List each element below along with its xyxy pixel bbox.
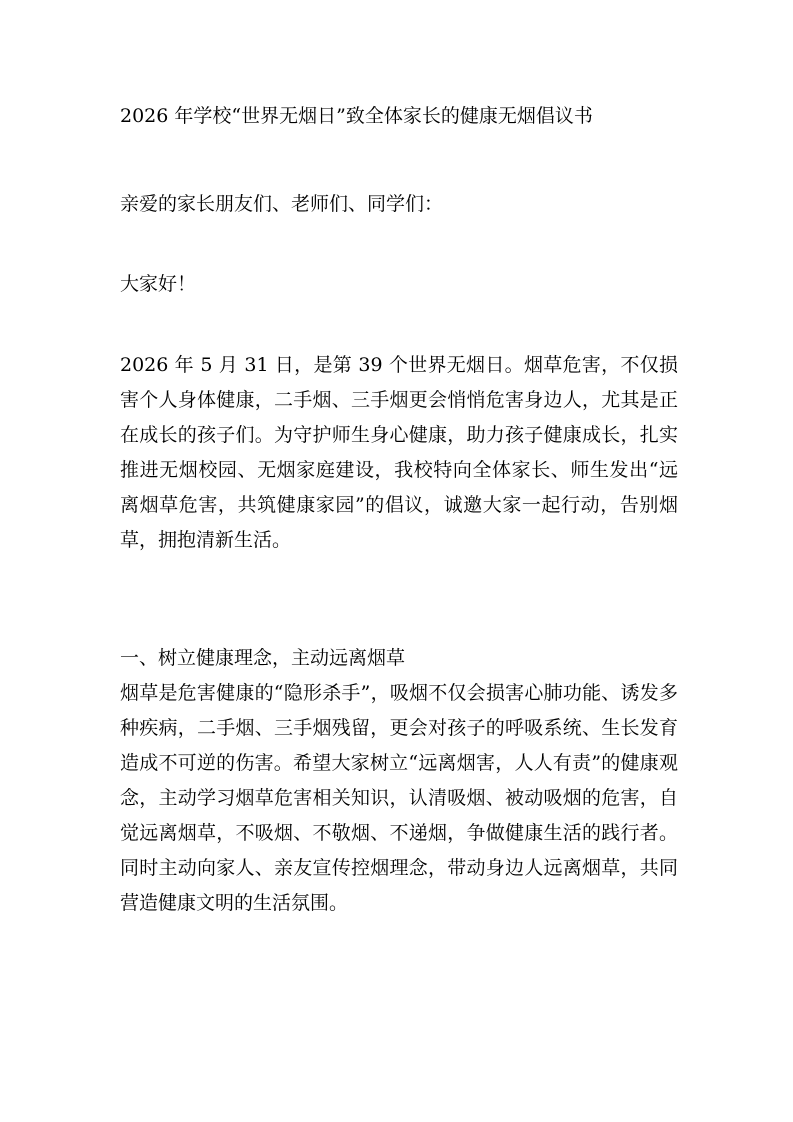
section-paragraph: 烟草是危害健康的“隐形杀手”，吸烟不仅会损害心肺功能、诱发多种疾病，二手烟、三手烟残留，更会对孩子的呼吸系统、生长发育造成不可逆的伤害。希望大家树立“远离烟害，人人有责”的健康观念，主动学习烟草危害相关知识，认清吸烟、被动吸烟的危害，自觉远离烟草，不吸烟、不敬烟、不递烟，争做健康生活的践行者。同时主动向家人、亲友宣传控烟理念，带动身边人远离烟草，共同营造健康文明的生活氛围。 (120, 682, 678, 914)
greeting-line: 大家好！ (120, 273, 197, 295)
document-title: 2026 年学校“世界无烟日”致全体家长的健康无烟倡议书 (120, 105, 593, 127)
intro-paragraph: 2026 年 5 月 31 日，是第 39 个世界无烟日。烟草危害，不仅损害个人身体健康，二手烟、三手烟更会悄悄危害身边人，尤其是正在成长的孩子们。为守护师生身心健康，助力孩子健康成长，扎实推进无烟校园、无烟家庭建设，我校特向全体家长、师生发出“远离烟草危害，共筑健康家园”的倡议，诚邀大家一起行动，告别烟草，拥抱清新生活。 (120, 354, 678, 551)
salutation: 亲爱的家长朋友们、老师们、同学们： (120, 193, 444, 215)
section-heading: 一、树立健康理念，主动远离烟草 (120, 647, 406, 669)
